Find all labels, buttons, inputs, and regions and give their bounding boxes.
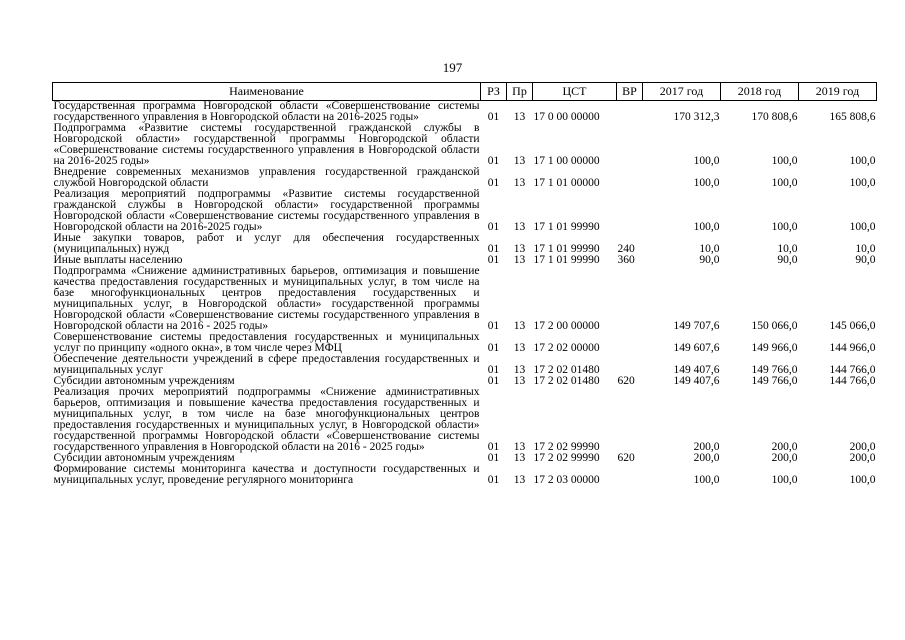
row-cst: 17 1 01 99990 (533, 243, 600, 255)
row-value-2017: 100,0 (693, 474, 720, 486)
row-cst: 17 1 00 00000 (533, 155, 600, 167)
row-rz: 01 (487, 364, 500, 376)
row-name: Реализация мероприятий подпрограммы «Развитие системы государственной гражданской службы в Новгородской области» государственной программы Новгородской области «Совершенствование системы государственного управления в Новгородской области на 2016-2025 годы» (53, 188, 480, 233)
row-vr (617, 387, 643, 453)
row-rz: 01 (487, 342, 500, 354)
row-value-2017: 100,0 (693, 221, 720, 233)
row-value-2017: 100,0 (693, 177, 720, 189)
row-rz: 01 (487, 375, 500, 387)
row-value-2017: 200,0 (693, 441, 720, 453)
row-value-2018: 149 766,0 (751, 364, 798, 376)
row-cst: 17 1 01 99990 (533, 254, 600, 266)
table-row (53, 189, 877, 233)
budget-table (52, 82, 877, 486)
table-row (53, 101, 877, 124)
row-rz: 01 (487, 254, 500, 266)
table-row (53, 167, 877, 189)
row-pr: 13 (513, 254, 526, 266)
header-pr: Пр (507, 83, 533, 101)
row-pr: 13 (513, 155, 526, 167)
row-name: Внедрение современных механизмов управления государственной гражданской службой Новгородской области (53, 166, 480, 189)
row-vr (617, 354, 643, 376)
row-cst: 17 1 01 99990 (533, 221, 600, 233)
row-rz: 01 (487, 474, 500, 486)
row-cst: 17 2 02 99990 (533, 452, 600, 464)
row-vr: 360 (617, 254, 635, 266)
row-rz: 01 (487, 320, 500, 332)
row-pr: 13 (513, 474, 526, 486)
row-vr: 620 (617, 375, 635, 387)
header-2018: 2018 год (721, 83, 799, 101)
row-cst: 17 0 00 00000 (533, 111, 600, 123)
row-name: Обеспечение деятельности учреждений в сфере предоставления государственных и муниципальных услуг (53, 353, 480, 376)
row-value-2018: 200,0 (771, 452, 798, 464)
row-value-2019: 144 766,0 (829, 364, 876, 376)
row-pr: 13 (513, 243, 526, 255)
row-value-2019: 100,0 (849, 155, 876, 167)
row-pr: 13 (513, 364, 526, 376)
row-value-2019: 144 966,0 (829, 342, 876, 354)
table-row (53, 464, 877, 486)
row-pr: 13 (513, 452, 526, 464)
row-vr (617, 464, 643, 486)
table-body (53, 101, 877, 487)
table-row (53, 332, 877, 354)
table-row (53, 354, 877, 376)
row-name: Государственная программа Новгородской области «Совершенствование системы государственного управления в Новгородской области на 2016-2025 годы» (53, 100, 480, 123)
row-value-2018: 100,0 (771, 155, 798, 167)
header-name: Наименование (53, 83, 481, 101)
row-vr (617, 123, 643, 167)
row-vr (617, 167, 643, 189)
row-name: Субсидии автономным учреждениям (53, 375, 235, 387)
header-cst: ЦСТ (533, 83, 617, 101)
row-value-2017: 149 407,6 (673, 375, 720, 387)
row-rz: 01 (487, 111, 500, 123)
row-name: Формирование системы мониторинга качества и доступности государственных и муниципальных услуг, проведение регулярного мониторинга (53, 463, 480, 486)
row-value-2019: 100,0 (849, 474, 876, 486)
row-value-2018: 100,0 (771, 177, 798, 189)
row-name: Иные закупки товаров, работ и услуг для обеспечения государственных (муниципальных) нужд (53, 232, 480, 255)
row-value-2019: 165 808,6 (829, 111, 876, 123)
header-2019: 2019 год (799, 83, 877, 101)
row-value-2017: 200,0 (693, 452, 720, 464)
row-name: Субсидии автономным учреждениям (53, 452, 235, 464)
row-cst: 17 2 02 01480 (533, 364, 600, 376)
row-pr: 13 (513, 320, 526, 332)
table-row (53, 266, 877, 332)
row-vr (617, 266, 643, 332)
row-name: Подпрограмма «Развитие системы государственной гражданской службы в Новгородской области» государственной программы Новгородской области «Совершенствование системы государственного управления в Новгородской области на 2016-2025 годы» (53, 122, 480, 167)
row-value-2019: 90,0 (855, 254, 876, 266)
row-pr: 13 (513, 221, 526, 233)
row-pr: 13 (513, 177, 526, 189)
row-pr: 13 (513, 111, 526, 123)
row-value-2019: 200,0 (849, 452, 876, 464)
row-value-2019: 144 766,0 (829, 375, 876, 387)
row-cst: 17 2 00 00000 (533, 320, 600, 332)
header-row (53, 83, 877, 101)
table-header (53, 83, 877, 101)
row-cst: 17 1 01 00000 (533, 177, 600, 189)
row-value-2017: 170 312,3 (673, 111, 720, 123)
row-name: Подпрограмма «Снижение административных барьеров, оптимизация и повышение качества предоставления государственных и муниципальных услуг, в том числе на базе многофункциональных центров предоставления государственных и муниципальных услуг, в Новгородской области» государственной программы Новгородской области «Совершенствование системы государственного управления в Новгородской области на 2016 - 2025 годы» (53, 265, 480, 332)
row-value-2019: 100,0 (849, 221, 876, 233)
row-value-2017: 100,0 (693, 155, 720, 167)
row-rz: 01 (487, 243, 500, 255)
row-value-2018: 10,0 (777, 243, 798, 255)
row-value-2017: 90,0 (699, 254, 720, 266)
row-rz: 01 (487, 155, 500, 167)
row-value-2017: 149 407,6 (673, 364, 720, 376)
row-value-2018: 200,0 (771, 441, 798, 453)
row-cst: 17 2 02 00000 (533, 342, 600, 354)
row-value-2017: 149 707,6 (673, 320, 720, 332)
table-row (53, 387, 877, 453)
table-row (53, 233, 877, 255)
row-name: Совершенствование системы предоставления государственных и муниципальных услуг по принципу «одного окна», в том числе через МФЦ (53, 331, 480, 354)
header-rz: РЗ (481, 83, 507, 101)
row-cst: 17 2 02 99990 (533, 441, 600, 453)
row-value-2019: 200,0 (849, 441, 876, 453)
row-vr (617, 101, 643, 124)
row-cst: 17 2 02 01480 (533, 375, 600, 387)
header-2017: 2017 год (643, 83, 721, 101)
row-value-2018: 90,0 (777, 254, 798, 266)
row-pr: 13 (513, 441, 526, 453)
row-value-2018: 100,0 (771, 221, 798, 233)
row-cst: 17 2 03 00000 (533, 474, 600, 486)
row-rz: 01 (487, 221, 500, 233)
row-value-2018: 170 808,6 (751, 111, 798, 123)
header-vr: ВР (617, 83, 643, 101)
row-pr: 13 (513, 375, 526, 387)
row-vr (617, 332, 643, 354)
row-vr (617, 189, 643, 233)
row-value-2019: 100,0 (849, 177, 876, 189)
row-vr: 240 (617, 243, 635, 255)
row-rz: 01 (487, 441, 500, 453)
row-rz: 01 (487, 177, 500, 189)
row-name: Реализация прочих мероприятий подпрограммы «Снижение административных барьеров, оптимизация и повышение качества предоставления государственных и муниципальных услуг, в том числе на базе многофункциональных центров предоставления государственных и муниципальных услуг, в Новгородской области» государственной программы Новгородской области «Совершенствование системы государственного управления в Новгородской области на 2016 - 2025 годы» (53, 386, 480, 453)
table-row (53, 123, 877, 167)
row-rz: 01 (487, 452, 500, 464)
row-value-2018: 100,0 (771, 474, 798, 486)
row-vr: 620 (617, 452, 635, 464)
row-name: Иные выплаты населению (53, 254, 183, 266)
page-number: 197 (442, 60, 463, 75)
row-value-2019: 145 066,0 (829, 320, 876, 332)
row-value-2017: 149 607,6 (673, 342, 720, 354)
row-value-2018: 149 766,0 (751, 375, 798, 387)
row-value-2017: 10,0 (699, 243, 720, 255)
row-value-2018: 150 066,0 (751, 320, 798, 332)
row-pr: 13 (513, 342, 526, 354)
row-value-2019: 10,0 (855, 243, 876, 255)
row-value-2018: 149 966,0 (751, 342, 798, 354)
